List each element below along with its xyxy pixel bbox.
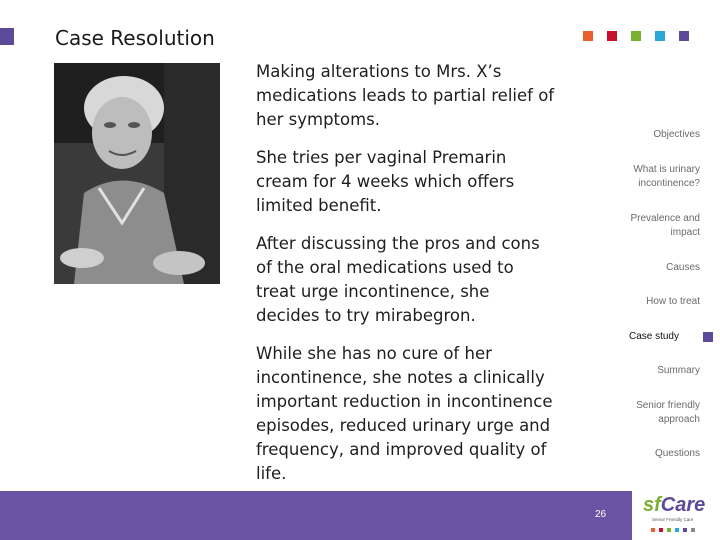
paragraph-4: While she has no cure of her incontinence, she notes a clinically important reduction in incontinence episodes, reduced urinary urge and frequency, and improved quality of life. bbox=[256, 344, 553, 483]
footer-bar bbox=[0, 491, 720, 540]
nav-item-questions[interactable]: Questions bbox=[654, 448, 700, 459]
decorative-color-dots bbox=[583, 31, 689, 41]
dot-green bbox=[631, 31, 641, 41]
nav-item-senior-friendly[interactable]: Senior friendly approach bbox=[636, 400, 700, 425]
nav-item-case-study[interactable]: Case study bbox=[628, 331, 679, 342]
logo-sf-text: sf bbox=[643, 494, 661, 516]
sfcare-logo bbox=[643, 494, 705, 517]
logo-dot-gray bbox=[691, 528, 695, 532]
logo-dot-red bbox=[659, 528, 663, 532]
dot-purple bbox=[679, 31, 689, 41]
dot-red bbox=[607, 31, 617, 41]
paragraph-3: After discussing the pros and cons of the oral medications used to treat urge incontinence, she decides to try mirabegron. bbox=[256, 234, 540, 325]
logo-dot-orange bbox=[651, 528, 655, 532]
page-number: 26 bbox=[595, 509, 607, 520]
dot-orange bbox=[583, 31, 593, 41]
portrait-photo bbox=[54, 63, 220, 284]
nav-active-marker bbox=[703, 332, 713, 342]
nav-item-causes[interactable]: Causes bbox=[666, 262, 700, 273]
nav-item-objectives[interactable]: Objectives bbox=[653, 129, 700, 140]
logo-dot-purple bbox=[683, 528, 687, 532]
logo-dot-green bbox=[667, 528, 671, 532]
nav-item-prevalence[interactable]: Prevalence and impact bbox=[630, 213, 700, 238]
logo-dot-blue bbox=[675, 528, 679, 532]
section-nav bbox=[580, 128, 700, 468]
corner-accent-mark bbox=[0, 28, 14, 45]
paragraph-1: Making alterations to Mrs. X’s medications leads to partial relief of her symptoms. bbox=[256, 62, 555, 129]
logo-color-dots bbox=[651, 528, 695, 532]
dot-blue bbox=[655, 31, 665, 41]
nav-item-how-to-treat[interactable]: How to treat bbox=[646, 296, 700, 307]
paragraph-2: She tries per vaginal Premarin cream for 4 weeks which offers limited benefit. bbox=[256, 148, 515, 215]
case-resolution-text bbox=[256, 60, 556, 500]
slide-title: Case Resolution bbox=[55, 26, 215, 50]
nav-item-what-is-ui[interactable]: What is urinary incontinence? bbox=[633, 164, 700, 189]
nav-item-summary[interactable]: Summary bbox=[657, 365, 700, 376]
logo-care-text: Care bbox=[660, 494, 706, 516]
logo-subtitle: Senior Friendly Care bbox=[652, 517, 694, 522]
